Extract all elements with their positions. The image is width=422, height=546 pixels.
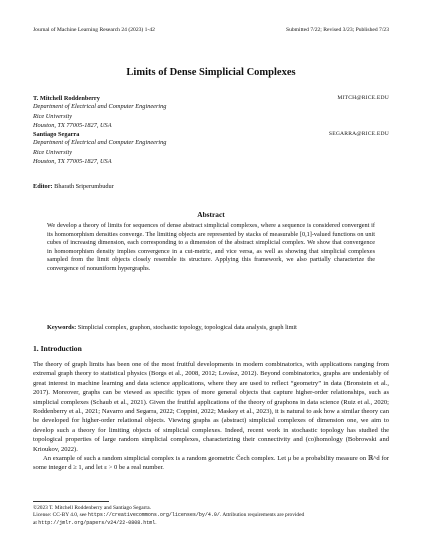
author-name: Santiago Segarra: [33, 131, 80, 138]
attribution-link[interactable]: http://jmlr.org/papers/v24/22-0808.html: [38, 519, 156, 526]
keywords-label: Keywords:: [47, 324, 77, 331]
keywords-text: Simplicial complex, graphon, stochastic topology, topological data analysis, graph limit: [77, 324, 297, 331]
attribution-text: at: [33, 519, 39, 526]
license-text: License: CC-BY 4.0, see: [33, 512, 88, 519]
author-block-2: [33, 131, 389, 167]
abstract-text: We develop a theory of limits for sequences of dense abstract simplicial complexes, where a sequence is considered convergent if its homomorphism densities converge. The limiting objects are represented by stacks of measurable [0,1]-valued functions on unit cubes of increasing dimension, each corresponding to a dimension of the abstract simplicial complex. We show that convergence in homomorphism density implies convergence in a cut-metric, and vice versa, as well as showing that simplicial complexes sampled from the limit objects closely resemble its structure. Applying this framework, we also partially characterize the convergence of nonuniform hypergraphs.: [47, 222, 375, 272]
running-header: [33, 27, 389, 33]
author-department: Department of Electrical and Computer Engineering: [33, 103, 167, 110]
publication-dates: Submitted 7/22; Revised 3/23; Published 7/23: [285, 27, 389, 33]
editor-line: [33, 183, 114, 190]
attribution-line: [33, 520, 389, 527]
footnote-rule: [33, 501, 109, 502]
author-city: Houston, TX 77005-1827, USA: [33, 122, 112, 130]
author-email[interactable]: SEGARRA@RICE.EDU: [328, 131, 389, 137]
license-line: [33, 512, 389, 519]
footnote: [33, 505, 389, 527]
section-body: [33, 360, 389, 473]
author-block-1: [33, 95, 389, 131]
license-link[interactable]: https://creativecommons.org/licenses/by/4.0/: [87, 512, 220, 519]
section-heading: 1. Introduction: [33, 344, 82, 353]
editor-label: Editor:: [33, 183, 53, 190]
paragraph: The theory of graph limits has been one of the most fruitful developments in modern combinatorics, with applications ranging from extremal graph theory to statistical physics (Borgs et al., 2008, 2012; Lovász, 2012). Beyond combinatorics, graphs are undeniably of great interest in machine learning and data science applications, where they are used to reflect “geometry” in data (Bronstein et al., 2017). Moreover, graphs can be viewed as specific types of more general objects that capture higher-order relationships, such as simplicial complexes (Schaub et al., 2021). Given the fruitful applications of the theory of graphons in data science (Ruiz et al., 2020; Roddenberry et al., 2021; Navarro and Segarra, 2022; Coppini, 2022; Maskey et al., 2023), it is natural to ask how a similar theory can be developed for higher-order relational objects. Viewing graphs as (abstract) simplicial complexes of dimension one, we aim to develop such a theory for limiting objects of simplicial complexes. Indeed, recent work in stochastic topology has studied the topological properties of large random simplicial complexes, characterizing their connectivity and (co)homology (Bobrowski and Krioukov, 2022).: [33, 361, 389, 453]
attribution-text-end: .: [155, 519, 157, 526]
abstract-heading: Abstract: [197, 210, 225, 219]
author-university: Rice University: [33, 112, 72, 120]
keywords-line: [47, 324, 375, 333]
editor-name: Bharath Sriperumbudur: [54, 183, 114, 190]
paper-title: Limits of Dense Simplicial Complexes: [126, 67, 296, 78]
copyright-line: ©2023 T. Mitchell Roddenberry and Santiago Segarra.: [33, 505, 151, 511]
author-department: Department of Electrical and Computer Engineering: [33, 139, 167, 146]
journal-line: Journal of Machine Learning Research 24 (2023) 1-42: [33, 27, 155, 33]
author-name: T. Mitchell Roddenberry: [33, 95, 100, 102]
paragraph: An example of such a random simplicial complex is a random geometric Čech complex. Let μ be a probability measure on ℝ^d for some integer d ≥ 1, and let ε > 0 be a real number.: [33, 455, 389, 472]
license-text-end: . Attribution requirements are provided: [219, 512, 305, 519]
author-city: Houston, TX 77005-1827, USA: [33, 158, 112, 166]
author-university: Rice University: [33, 148, 72, 156]
author-email[interactable]: MITCH@RICE.EDU: [337, 95, 389, 101]
